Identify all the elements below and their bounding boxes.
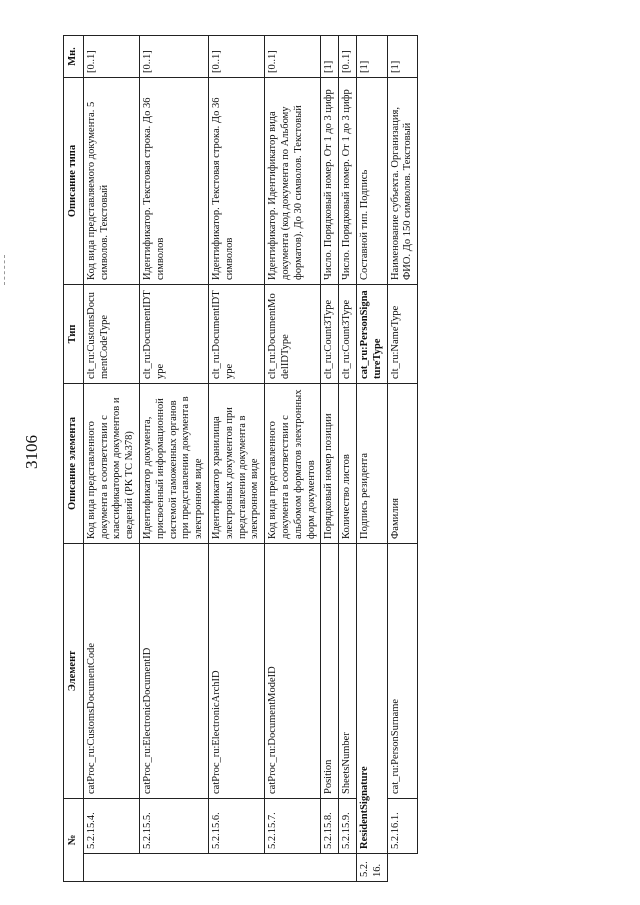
multiplicity: [0..1] xyxy=(83,36,139,78)
element-type: clt_ru:Count3Type xyxy=(339,285,357,384)
element-type: clt_ru:DocumentIDType xyxy=(139,285,208,384)
element-name: catProc_ru:ElectronicDocumentID xyxy=(139,544,208,799)
row-number: 5.2.15.9. xyxy=(339,799,357,854)
table-row xyxy=(139,36,208,882)
type-description: Составной тип. Подпись xyxy=(356,78,387,285)
element-type: clt_ru:DocumentIDType xyxy=(208,285,264,384)
element-name: catProc_ru:DocumentModeID xyxy=(265,544,321,799)
header-element-description: Описание элемента xyxy=(64,384,84,544)
specification-table xyxy=(63,35,418,882)
element-type: cat_ru:PersonSignatureType xyxy=(356,285,387,384)
type-description: Код вида представляемого документа. 5 символов. Текстовый xyxy=(83,78,139,285)
multiplicity: [0..1] xyxy=(339,36,357,78)
row-number: 5.2.15.6. xyxy=(208,799,264,854)
type-description: Идентификатор. Идентификатор вида документа (код документа по Альбому форматов). До 30 символов. Текстовый xyxy=(265,78,321,285)
element-name: ResidentSignature xyxy=(356,544,387,854)
multiplicity: [1] xyxy=(387,36,418,78)
table-row xyxy=(208,36,264,882)
element-type: clt_ru:CustomsDocumentCodeType xyxy=(83,285,139,384)
row-number: 5.2.15.4. xyxy=(83,799,139,854)
element-name: SheetsNumber xyxy=(339,544,357,799)
element-description: Код вида представленного документа в соответствии с альбомом форматов электронных форм документов xyxy=(265,384,321,544)
multiplicity: [0..1] xyxy=(208,36,264,78)
element-type: clt_ru:NameType xyxy=(387,285,418,384)
outer-number-cell xyxy=(83,854,356,882)
table-row xyxy=(265,36,321,882)
table-row xyxy=(321,36,339,882)
page-number: 3106 xyxy=(22,435,41,469)
type-description: Идентификатор. Текстовая строка. До 36 символов xyxy=(139,78,208,285)
header-type-description: Описание типа xyxy=(64,78,84,285)
rotated-table-container xyxy=(63,36,625,882)
table-row xyxy=(387,36,418,882)
element-description: Фамилия xyxy=(387,384,418,544)
element-name: catProc_ru:CustomsDocumentCode xyxy=(83,544,139,799)
row-number: 5.2.15.5. xyxy=(139,799,208,854)
multiplicity: [1] xyxy=(321,36,339,78)
element-description: Порядковый номер позиции xyxy=(321,384,339,544)
type-description: Число. Порядковый номер. От 1 до 3 цифр xyxy=(321,78,339,285)
header-number: № xyxy=(64,799,84,882)
header-multiplicity: Мн. xyxy=(64,36,84,78)
table-row xyxy=(356,36,387,882)
element-name: cat_ru:PersonSurname xyxy=(387,544,418,799)
multiplicity: [0..1] xyxy=(139,36,208,78)
element-description: Подпись резидента xyxy=(356,384,387,544)
element-description: Количество листов xyxy=(339,384,357,544)
type-description: Идентификатор. Текстовая строка. До 36 символов xyxy=(208,78,264,285)
table-row xyxy=(339,36,357,882)
table-row xyxy=(83,36,139,882)
row-number: 5.2.15.8. xyxy=(321,799,339,854)
element-name: catProc_ru:ElectronicArchID xyxy=(208,544,264,799)
element-description: Идентификатор хранилища электронных документов при представлении документа в электронном виде xyxy=(208,384,264,544)
element-description: Идентификатор документа, присвоенный информационной системой таможенных органов при представлении документа в электронном виде xyxy=(139,384,208,544)
outer-number-cell xyxy=(387,854,418,882)
header-element: Элемент xyxy=(64,544,84,799)
type-description: Число. Порядковый номер. От 1 до 3 цифр xyxy=(339,78,357,285)
multiplicity: [0..1] xyxy=(265,36,321,78)
row-number: 5.2.16.1. xyxy=(387,799,418,854)
row-number: 5.2.16. xyxy=(356,854,387,882)
header-type: Тип xyxy=(64,285,84,384)
element-type: clt_ru:Count3Type xyxy=(321,285,339,384)
table-header-row xyxy=(64,36,84,882)
multiplicity: [1] xyxy=(356,36,387,78)
scan-mark xyxy=(4,255,6,285)
element-type: clt_ru:DocumentModelIDType xyxy=(265,285,321,384)
element-description: Код вида представленного документа в соответствии с классификатором документов и сведений (РК ТС №378) xyxy=(83,384,139,544)
type-description: Наименование субъекта. Организация, ФИО. До 150 символов. Текстовый xyxy=(387,78,418,285)
row-number: 5.2.15.7. xyxy=(265,799,321,854)
element-name: Position xyxy=(321,544,339,799)
